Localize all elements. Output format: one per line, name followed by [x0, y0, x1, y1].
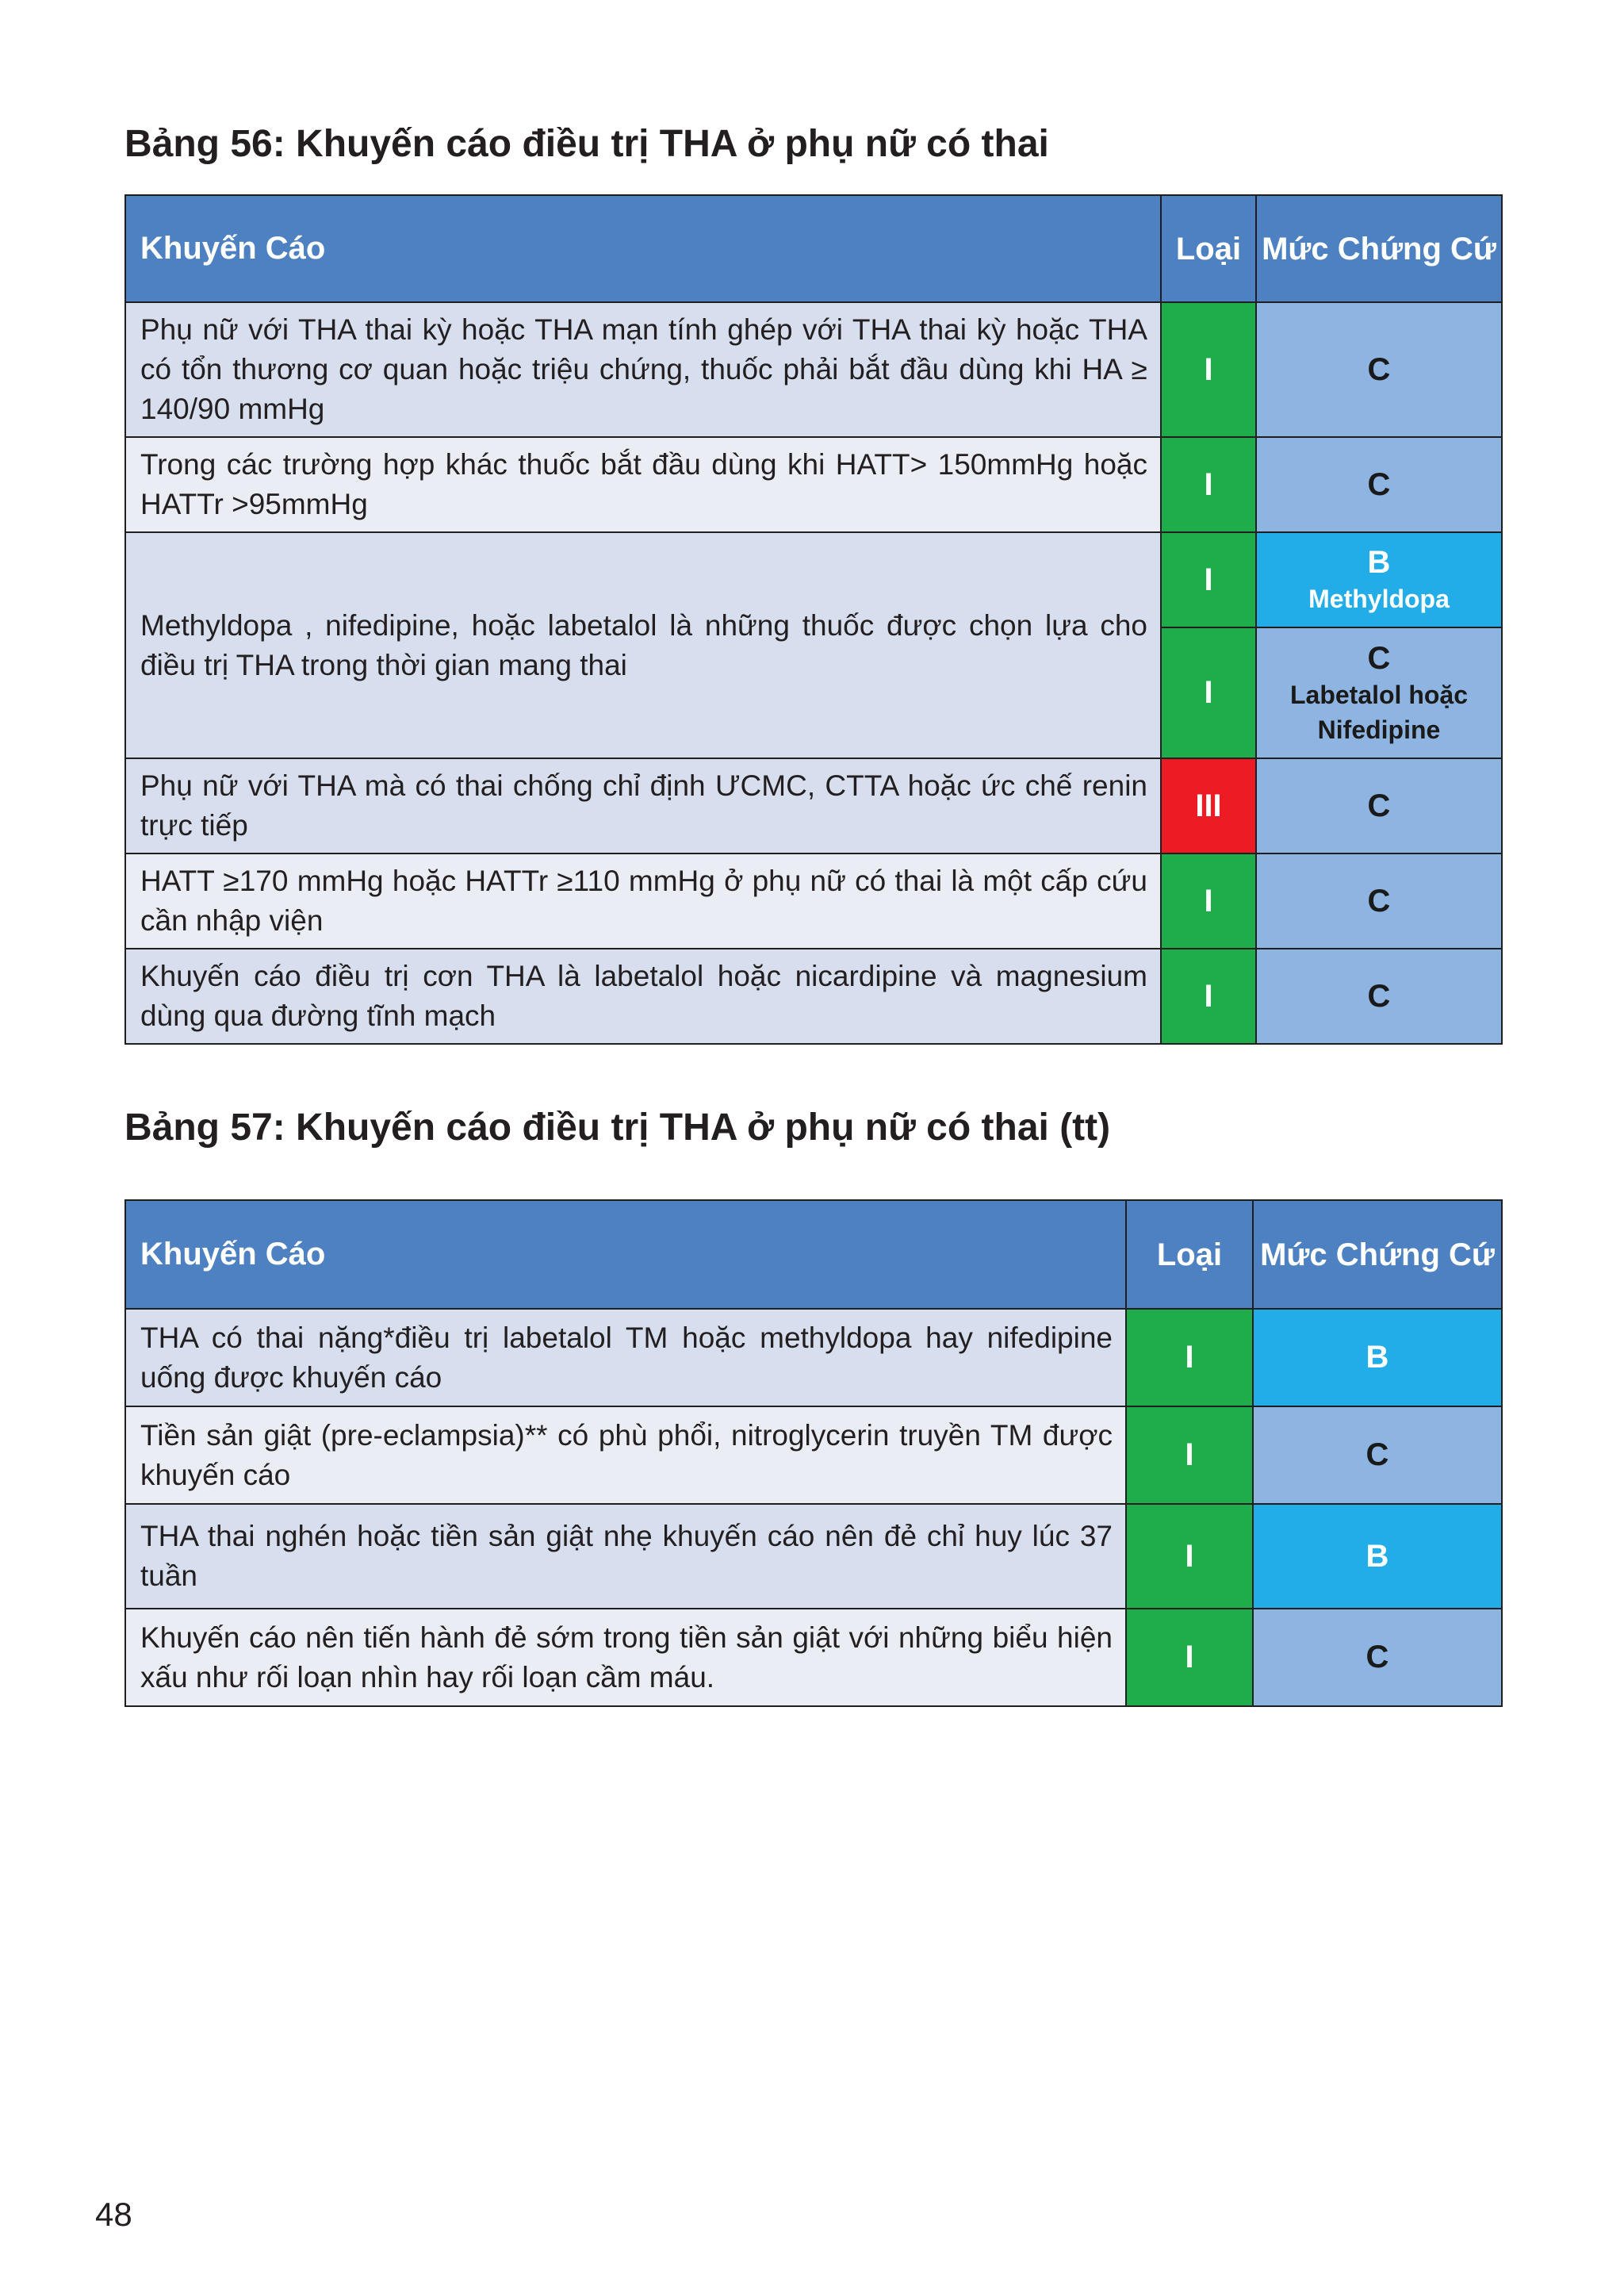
- recommendation-text: Phụ nữ với THA thai kỳ hoặc THA mạn tính ghép với THA thai kỳ hoặc THA có tổn thương cơ quan hoặc triệu chứng, thuốc phải bắt đầu dùng khi HA ≥ 140/90 mmHg: [125, 302, 1161, 437]
- recommendation-table-57: [124, 1199, 1503, 1707]
- class-cell: I: [1161, 949, 1256, 1044]
- page-number: 48: [95, 2196, 132, 2233]
- header-recommendation: Khuyến Cáo: [125, 1200, 1126, 1309]
- header-level: Mức Chứng Cứ: [1256, 195, 1502, 302]
- table-row: [125, 1309, 1502, 1406]
- class-cell: I: [1161, 532, 1256, 627]
- table-row: [125, 1609, 1502, 1706]
- recommendation-text: HATT ≥170 mmHg hoặc HATTr ≥110 mmHg ở phụ nữ có thai là một cấp cứu cần nhập viện: [125, 853, 1161, 949]
- level-cell: B: [1253, 1309, 1502, 1406]
- table-56-title: Bảng 56: Khuyến cáo điều trị THA ở phụ nữ có thai: [124, 123, 1049, 165]
- level-cell: C: [1256, 949, 1502, 1044]
- level-cell: C: [1256, 853, 1502, 949]
- header-class: Loại: [1126, 1200, 1253, 1309]
- level-cell: C: [1256, 437, 1502, 532]
- table-57-title: Bảng 57: Khuyến cáo điều trị THA ở phụ nữ có thai (tt): [124, 1107, 1111, 1149]
- recommendation-text: Trong các trường hợp khác thuốc bắt đầu dùng khi HATT> 150mmHg hoặc HATTr >95mmHg: [125, 437, 1161, 532]
- level-cell: C: [1253, 1609, 1502, 1706]
- level-cell: C: [1256, 758, 1502, 853]
- recommendation-text: THA có thai nặng*điều trị labetalol TM hoặc methyldopa hay nifedipine uống được khuyến cáo: [125, 1309, 1126, 1406]
- recommendation-text: Khuyến cáo điều trị cơn THA là labetalol hoặc nicardipine và magnesium dùng qua đường tĩnh mạch: [125, 949, 1161, 1044]
- table-row: [125, 1504, 1502, 1609]
- table-header-row: [125, 195, 1502, 302]
- table-header-row: [125, 1200, 1502, 1309]
- level-cell: C: [1253, 1406, 1502, 1504]
- table-row: [125, 853, 1502, 949]
- level-cell: C: [1256, 302, 1502, 437]
- table-row: [125, 437, 1502, 532]
- recommendation-text: Phụ nữ với THA mà có thai chống chỉ định ƯCMC, CTTA hoặc ức chế renin trực tiếp: [125, 758, 1161, 853]
- level-value: C: [1367, 640, 1391, 676]
- class-cell: I: [1126, 1309, 1253, 1406]
- level-cell: [1256, 532, 1502, 627]
- header-class: Loại: [1161, 195, 1256, 302]
- recommendation-table-56: [124, 194, 1503, 1045]
- level-value: B: [1367, 545, 1391, 580]
- class-cell: I: [1161, 627, 1256, 758]
- class-cell: I: [1126, 1609, 1253, 1706]
- level-cell: [1256, 627, 1502, 758]
- class-cell: I: [1161, 437, 1256, 532]
- header-level: Mức Chứng Cứ: [1253, 1200, 1502, 1309]
- table-row: [125, 302, 1502, 437]
- recommendation-text: THA thai nghén hoặc tiền sản giật nhẹ khuyến cáo nên đẻ chỉ huy lúc 37 tuần: [125, 1504, 1126, 1609]
- recommendation-text: Tiền sản giật (pre-eclampsia)** có phù phổi, nitroglycerin truyền TM được khuyến cáo: [125, 1406, 1126, 1504]
- recommendation-text: Khuyến cáo nên tiến hành đẻ sớm trong tiền sản giật với những biểu hiện xấu như rối loạn nhìn hay rối loạn cầm máu.: [125, 1609, 1126, 1706]
- level-note: Labetalol hoặc Nifedipine: [1289, 680, 1469, 744]
- recommendation-text: Methyldopa , nifedipine, hoặc labetalol là những thuốc được chọn lựa cho điều trị THA trong thời gian mang thai: [125, 532, 1161, 758]
- class-cell: I: [1126, 1406, 1253, 1504]
- table-row: [125, 532, 1502, 627]
- class-cell: III: [1161, 758, 1256, 853]
- class-cell: I: [1161, 853, 1256, 949]
- level-note: Methyldopa: [1308, 585, 1450, 613]
- table-row: [125, 758, 1502, 853]
- level-cell: B: [1253, 1504, 1502, 1609]
- table-row: [125, 1406, 1502, 1504]
- table-row: [125, 949, 1502, 1044]
- header-recommendation: Khuyến Cáo: [125, 195, 1161, 302]
- class-cell: I: [1126, 1504, 1253, 1609]
- class-cell: I: [1161, 302, 1256, 437]
